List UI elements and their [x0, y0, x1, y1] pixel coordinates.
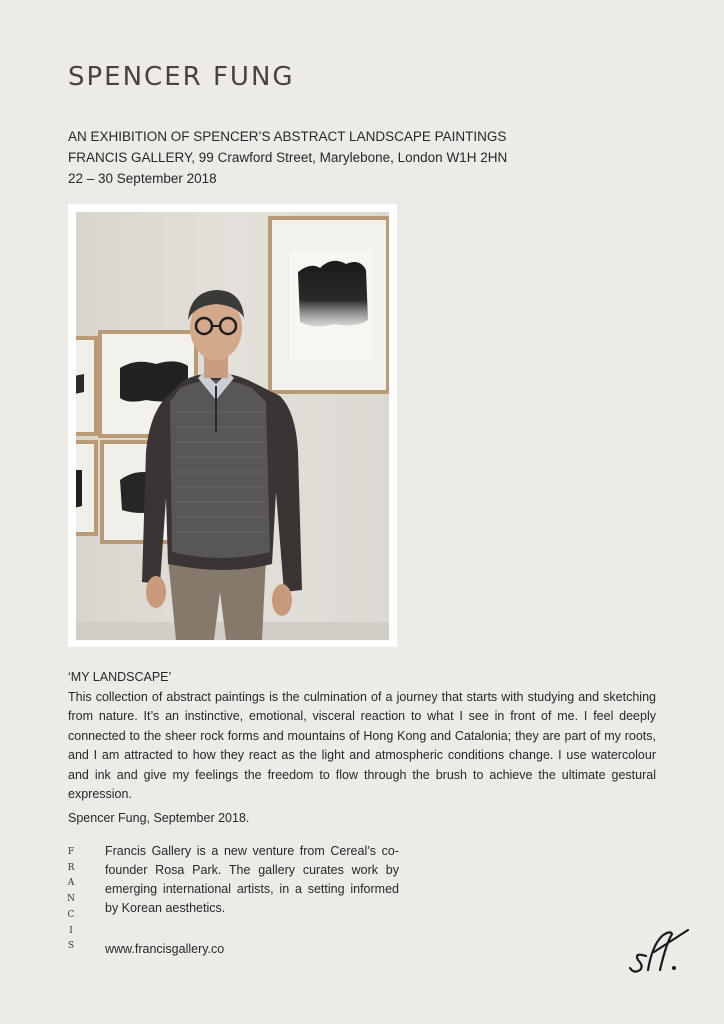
logo-letter: S	[67, 941, 75, 952]
exhibition-dates: 22 – 30 September 2018	[68, 171, 217, 186]
statement-title: ‘MY LANDSCAPE’	[68, 670, 172, 684]
artist-statement	[68, 668, 656, 828]
logo-letter: F	[67, 847, 75, 857]
gallery-description-block	[105, 842, 399, 918]
logo-letter: C	[67, 909, 75, 920]
artist-photo-frame	[68, 204, 397, 647]
exhibition-venue: FRANCIS GALLERY, 99 Crawford Street, Marylebone, London W1H 2HN	[68, 150, 508, 165]
logo-letter: A	[67, 878, 75, 889]
gallery-website-link[interactable]: www.francisgallery.co	[105, 942, 225, 956]
logo-letter: R	[67, 862, 75, 873]
artist-signature-icon	[626, 926, 692, 976]
statement-signoff: Spencer Fung, September 2018.	[68, 810, 250, 825]
person-vest	[170, 380, 270, 558]
logo-letter: I	[69, 925, 73, 936]
logo-letter: N	[67, 894, 75, 905]
gallery-description: Francis Gallery is a new venture from Cereal’s co-founder Rosa Park. The gallery curates work by emerging international artists, in a setting informed by Korean aesthetics.	[105, 844, 399, 915]
statement-body: This collection of abstract paintings is the culmination of a journey that starts with studying and sketching from nature. It’s an instinctive, emotional, visceral reaction to what I see in front of me. I feel deeply connected to the sheer rock forms and mountains of Hong Kong and Catalonia; they are part of my roots, and I am attracted to how they react as the light and atmospheric conditions change. I use watercolour and ink and give my feelings the freedom to flow through the brush to achieve the ultimate gestural expression.	[68, 689, 656, 801]
francis-vertical-logo	[64, 845, 78, 955]
exhibition-info	[68, 126, 507, 189]
artist-photo	[76, 212, 389, 640]
artist-photo-illustration	[76, 212, 389, 640]
exhibition-title: AN EXHIBITION OF SPENCER’S ABSTRACT LANDSCAPE PAINTINGS	[68, 129, 507, 144]
artist-name-heading: SPENCER FUNG	[68, 62, 295, 92]
